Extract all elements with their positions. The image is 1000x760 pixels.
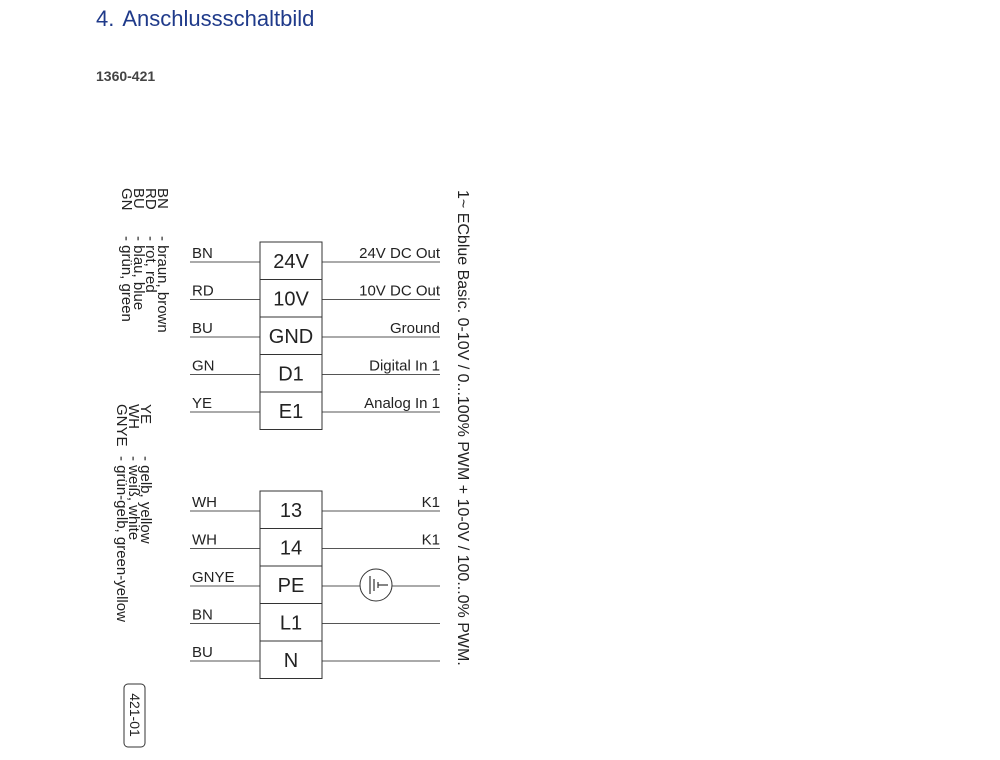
wire-color-code: YE [192, 395, 213, 412]
signal-label: Ground [389, 320, 440, 337]
wire-color-code: BN [192, 606, 213, 624]
terminal-label: 24V [273, 251, 309, 273]
wire-color-code: WH [192, 531, 217, 549]
signal-label: K1 [421, 531, 440, 549]
wire-color-legend-bottom [113, 404, 154, 622]
terminal-label: E1 [278, 401, 304, 423]
signal-label: Analog In 1 [364, 395, 440, 412]
terminal-label: GND [268, 326, 314, 348]
protective-earth-icon [360, 569, 392, 601]
legend-code: BN [154, 188, 171, 209]
section-number: 4. [96, 6, 115, 31]
document-number: 1360-421 [96, 68, 156, 84]
wire-color-code: BU [192, 320, 213, 337]
terminal-label: PE [277, 575, 305, 597]
wire-color-legend-top [118, 188, 171, 333]
legend-code: GNYE [113, 404, 130, 447]
wire-color-code: GN [192, 357, 215, 375]
legend-description: - braun, brown [154, 236, 171, 333]
diagram-side-title: 1~ ECblue Basic. 0-10V / 0...100% PWM + 10-0V / 100...0% PWM. [454, 190, 471, 666]
terminal-block-control [190, 242, 441, 430]
wire-color-code: RD [192, 282, 214, 300]
terminal-label: 13 [279, 500, 303, 522]
legend-description: - weiß, white [125, 456, 142, 541]
legend-code: WH [125, 404, 142, 429]
legend-description: - blau, blue [130, 236, 147, 311]
legend-description: - grün-gelb, green-yellow [113, 456, 130, 622]
signal-label: K1 [421, 494, 440, 511]
signal-label: 24V DC Out [359, 245, 440, 262]
terminal-label: L1 [279, 612, 303, 635]
drawing-code: 421-01 [127, 693, 143, 737]
legend-code: YE [137, 404, 154, 425]
legend-code: BU [130, 188, 147, 209]
signal-label: 10V DC Out [359, 282, 440, 300]
legend-description: - grün, green [118, 236, 135, 322]
drawing-code-tag [124, 684, 145, 747]
signal-label: Digital In 1 [369, 357, 440, 375]
terminal-label: D1 [278, 363, 304, 386]
wire-color-code: GNYE [192, 569, 235, 586]
legend-code: RD [142, 188, 159, 210]
section-title: Anschlussschaltbild [122, 6, 315, 31]
wire-color-code: BU [192, 644, 213, 661]
terminal-label: 14 [279, 537, 303, 560]
terminal-label: N [283, 650, 299, 672]
terminal-block-power [190, 491, 440, 679]
legend-description: - rot, red [142, 236, 159, 293]
wire-color-code: BN [192, 245, 213, 262]
terminal-label: 10V [273, 288, 309, 311]
wire-color-code: WH [192, 494, 217, 511]
legend-code: GN [118, 188, 135, 211]
legend-description: - gelb, yellow [137, 456, 154, 544]
